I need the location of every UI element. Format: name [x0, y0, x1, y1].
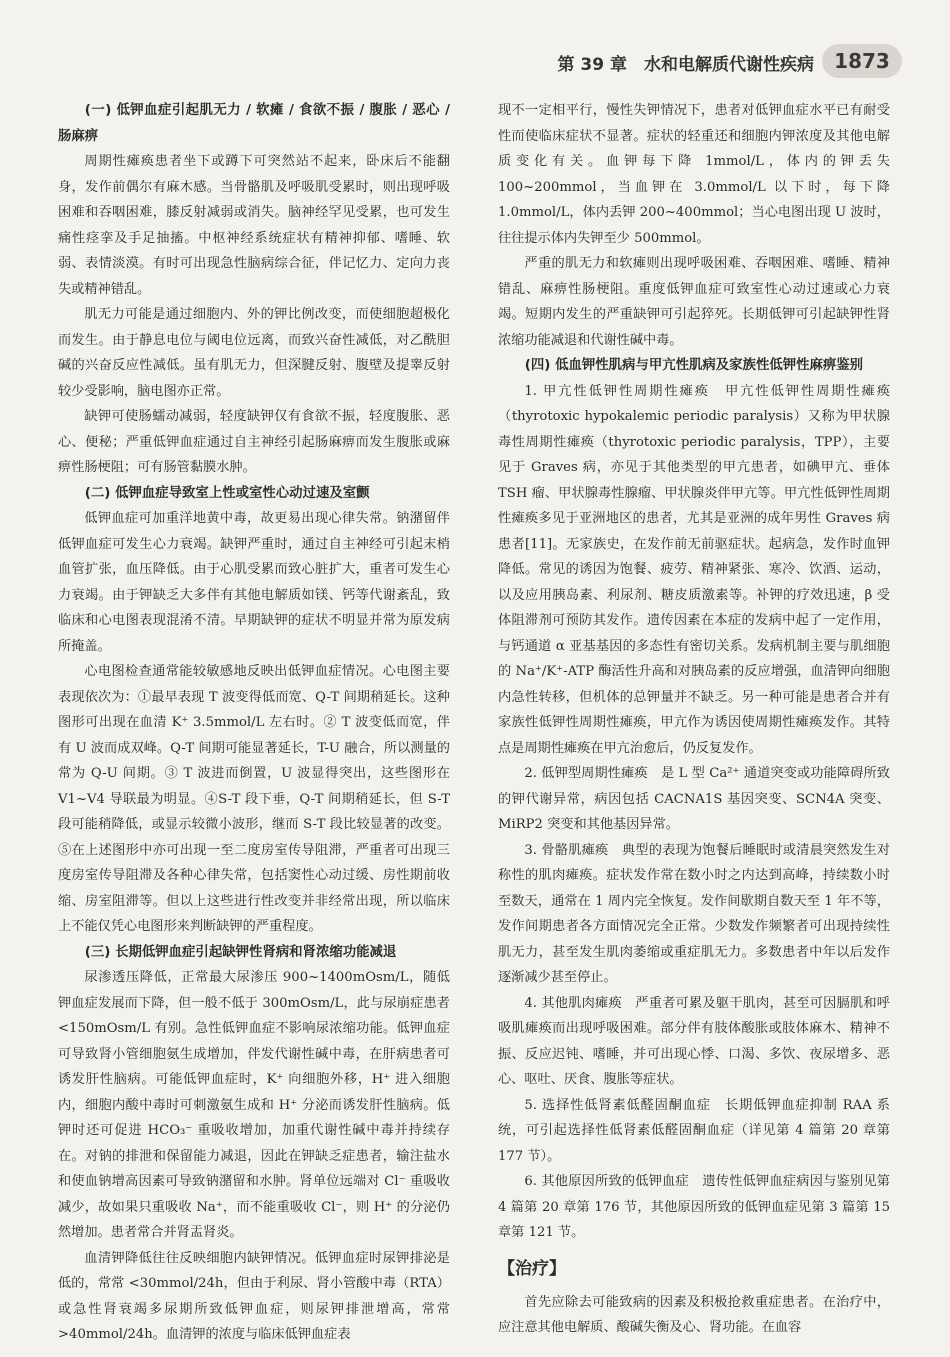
- paragraph: 缺钾可使肠蠕动减弱，轻度缺钾仅有食欲不振，轻度腹胀、恶心、便秘；严重低钾血症通过自主神经引起肠麻痹而发生腹胀或麻痹性肠梗阻；可有肠管黏膜水肿。: [58, 409, 450, 475]
- section-2-title: (二) 低钾血症导致室上性或室性心动过速及室颤: [84, 485, 370, 501]
- treatment-title: 【治疗】: [498, 1258, 566, 1279]
- page-header: [0, 0, 950, 86]
- list-item: 3. 骨骼肌瘫痪 典型的表现为饱餐后睡眠时或清晨突然发生对称性的肌肉瘫痪。症状发作常在数小时之内达到高峰，持续数小时至数天，通常在 1 周内完全恢复。发作间歇期自数天至 1 年不等，发作间期患者各方面情况完全正常。少数发作频繁者可出现持续性肌无力，甚至发生肌肉萎缩或重症肌无力。多数患者中年以后发作逐渐减少甚至停止。: [498, 842, 890, 985]
- chapter-title: 第 39 章 水和电解质代谢性疾病: [557, 55, 814, 75]
- paragraph: 现不一定相平行，慢性失钾情况下，患者对低钾血症水平已有耐受性而使临床症状不显著。症状的轻重还和细胞内钾浓度及其他电解质变化有关。血钾每下降 1mmol/L，体内的钾丢失 100~200mmol，当血钾在 3.0mmol/L 以下时，每下降 1.0mmol/L，体内丢钾 200~400mmol；当心电图出现 U 波时，往往提示体内失钾至少 500mmol。: [498, 103, 890, 246]
- paragraph: 尿渗透压降低，正常最大尿渗压 900~1400mOsm/L，随低钾血症发展而下降，但一般不低于 300mOsm/L，此与尿崩症患者 <150mOsm/L 有别。急性低钾血症不影响尿浓缩功能。低钾血症可导致肾小管细胞氨生成增加，伴发代谢性碱中毒，在肝病患者可诱发肝性脑病。可能低钾血症时，K⁺ 向细胞外移，H⁺ 进入细胞内，细胞内酸中毒时可刺激氨生成和 H⁺ 分泌而诱发肝性脑病。低钾时还可促进 HCO₃⁻ 重吸收增加，加重代谢性碱中毒并持续存在。对钠的排泄和保留能力减退，因此在钾缺乏症患者，输注盐水和使血钠增高因素可导致钠潴留和水肿。肾单位远端对 Cl⁻ 重吸收减少，故如果只重吸收 Na⁺，而不能重吸收 Cl⁻，则 H⁺ 的分泌仍然增加。患者常合并肾盂肾炎。: [58, 970, 450, 1240]
- paragraph: 低钾血症可加重洋地黄中毒，故更易出现心律失常。钠潴留伴低钾血症可发生心力衰竭。缺钾严重时，通过自主神经可引起末梢血管扩张，血压降低。由于心肌受累而致心脏扩大，重者可发生心力衰竭。由于钾缺乏大多伴有其他电解质如镁、钙等代谢紊乱，致临床和心电图表现混淆不清。早期缺钾的症状不明显并常为原发病所掩盖。: [58, 511, 450, 654]
- paragraph: 心电图检查通常能较敏感地反映出低钾血症情况。心电图主要表现依次为：①最早表现 T 波变得低而宽、Q-T 间期稍延长。这种图形可出现在血清 K⁺ 3.5mmol/L 左右时。② T 波变低而宽，伴有 U 波而成双峰。Q-T 间期可能显著延长，T-U 融合，所以测量的常为 Q-U 间期。③ T 波进而倒置，U 波显得突出，这些图形在 V1~V4 导联最为明显。④S-T 段下垂，Q-T 间期稍延长，但 S-T 段可能稍降低，或显示较微小波形，继而 S-T 段比较显著的改变。⑤在上述图形中亦可出现一至二度房室传导阻滞，严重者可出现三度房室传导阻滞及各种心律失常，包括窦性心动过缓、房性期前收缩、房室阻滞等。但以上这些进行性改变并非经常出现，所以临床上不能仅凭心电图形来判断缺钾的严重程度。: [58, 664, 450, 934]
- paragraph: 周期性瘫痪患者坐下或蹲下可突然站不起来，卧床后不能翻身，发作前偶尔有麻木感。当骨骼肌及呼吸肌受累时，则出现呼吸困难和吞咽困难，膝反射减弱或消失。脑神经罕见受累，也可发生痛性痉挛及手足抽搐。中枢神经系统症状有精神抑郁、嗜睡、软弱、表情淡漠。有时可出现急性脑病综合征，伴记忆力、定向力丧失或精神错乱。: [58, 154, 450, 297]
- section-4-title: (四) 低血钾性肌病与甲亢性肌病及家族性低钾性麻痹鉴别: [524, 358, 864, 373]
- list-item: 5. 选择性低肾素低醛固酮血症 长期低钾血症抑制 RAA 系统，可引起选择性低肾素低醛固酮血症（详见第 4 篇第 20 章第 177 节）。: [498, 1097, 890, 1164]
- list-item: 1. 甲亢性低钾性周期性瘫痪 甲亢性低钾性周期性瘫痪（thyrotoxic hypokalemic periodic paralysis）又称为甲状腺毒性周期性瘫痪（thyrotoxic periodic paralysis，TPP），主要见于 Graves 病，亦见于其他类型的甲亢患者，如碘甲亢、垂体 TSH 瘤、甲状腺毒性腺瘤、甲状腺炎伴甲亢等。甲亢性低钾性周期性瘫痪多见于亚洲地区的患者，尤其是亚洲的成年男性 Graves 病患者[11]。无家族史，在发作前无前驱症状。起病急，发作时血钾降低。常见的诱因为饱餐、疲劳、精神紧张、寒冷、饮酒、运动，以及应用胰岛素、利尿剂、糖皮质激素等。补钾的疗效迅速，β 受体阻滞剂可预防其发作。遗传因素在本症的发病中起了一定作用，与钙通道 α 亚基基因的多态性有密切关系。发病机制主要与肌细胞的 Na⁺/K⁺-ATP 酶活性升高和对胰岛素的反应增强，血清钾向细胞内急性转移，但机体的总钾量并不缺乏。另一种可能是患者合并有家族性低钾性周期性瘫痪，甲亢作为诱因使周期性瘫痪发作。其特点是周期性瘫痪在甲亢治愈后，仍反复发作。: [498, 383, 890, 756]
- section-3-title: (三) 长期低钾血症引起缺钾性肾病和肾浓缩功能减退: [84, 944, 397, 960]
- paragraph: 血清钾降低往往反映细胞内缺钾情况。低钾血症时尿钾排泌是低的，常常 <30mmol/24h，但由于利尿、肾小管酸中毒（RTA）或急性肾衰竭多尿期所致低钾血症，则尿钾排泄增高，常常 >40mmol/24h。血清钾的浓度与临床低钾血症表: [58, 1250, 450, 1342]
- left-column: [58, 98, 450, 1348]
- section-1-title: (一) 低钾血症引起肌无力 / 软瘫 / 食欲不振 / 腹胀 / 恶心 / 肠麻痹: [58, 103, 450, 144]
- paragraph: 肌无力可能是通过细胞内、外的钾比例改变，而使细胞超极化而发生。由于静息电位与阈电位远离，而致兴奋性减低，对乙酰胆碱的兴奋反应性减低。虽有肌无力，但深腱反射、腹壁及提睾反射较少受影响，脑电图亦正常。: [58, 307, 450, 399]
- paragraph: 严重的肌无力和软瘫则出现呼吸困难、吞咽困难、嗜睡、精神错乱、麻痹性肠梗阻。重度低钾血症可致室性心动过速或心力衰竭。短期内发生的严重缺钾可引起猝死。长期低钾可引起缺钾性肾浓缩功能减退和代谢性碱中毒。: [498, 256, 890, 348]
- list-item: 6. 其他原因所致的低钾血症 遗传性低钾血症病因与鉴别见第 4 篇第 20 章第 176 节，其他原因所致的低钾血症见第 3 篇第 15 章第 121 节。: [498, 1174, 890, 1240]
- paragraph: 首先应除去可能致病的因素及积极抢救重症患者。在治疗中，应注意其他电解质、酸碱失衡及心、肾功能。在血容: [498, 1294, 890, 1335]
- list-item: 4. 其他肌肉瘫痪 严重者可累及躯干肌肉，甚至可因膈肌和呼吸肌瘫痪而出现呼吸困难。部分伴有肢体酸胀或肢体麻木、精神不振、反应迟钝、嗜睡，并可出现心悸、口渴、多饮、夜尿增多、恶心、呕吐、厌食、腹胀等症状。: [498, 995, 890, 1087]
- page-number: 1873: [822, 44, 902, 78]
- right-column: [498, 98, 890, 1341]
- list-item: 2. 低钾型周期性瘫痪 是 L 型 Ca²⁺ 通道突变或功能障碍所致的钾代谢异常，病因包括 CACNA1S 基因突变、SCN4A 突变、MiRP2 突变和其他基因异常。: [498, 766, 890, 832]
